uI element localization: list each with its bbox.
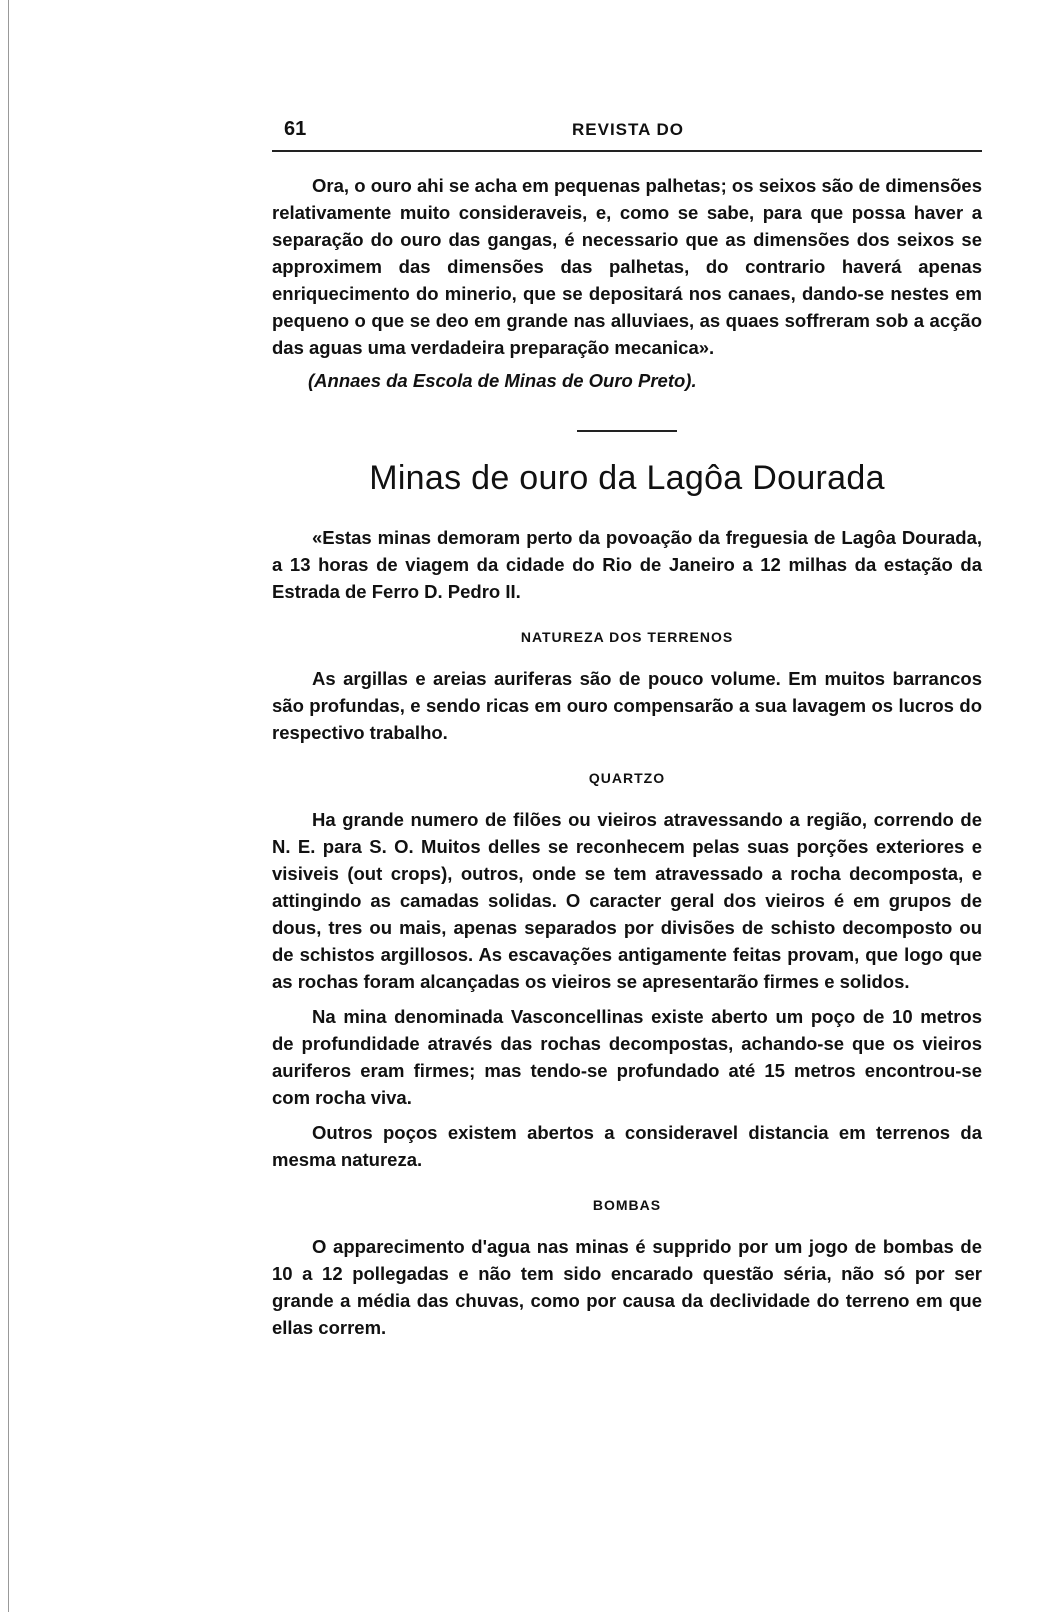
page-edge-line [8,0,9,1612]
section-natureza-dos-terrenos [272,627,982,746]
section-paragraph: O apparecimento d'agua nas minas é supprido por um jogo de bombas de 10 a 12 pollegadas e não tem sido encarado questão séria, não só por ser grande a média das chuvas, como por causa da declividade do terreno em que ellas correm. [272,1236,982,1338]
section-heading: NATUREZA DOS TERRENOS [520,629,734,645]
section-heading: QUARTZO [588,770,666,786]
section-quartzo [272,768,982,1173]
section-paragraph: As argillas e areias auriferas são de pouco volume. Em muitos barrancos são profundas, e sendo ricas em ouro compensarão a sua lavagem os lucros do respectivo trabalho. [272,668,982,743]
section-paragraph: Na mina denominada Vasconcellinas existe aberto um poço de 10 metros de profundidade através das rochas decompostas, achando-se que os vieiros auriferos eram firmes; mas tendo-se profundado até 15 metros encontrou-se com rocha viva. [272,1006,982,1108]
section-bombas [272,1195,982,1341]
header-rule [272,150,982,152]
section-paragraph: Outros poços existem abertos a consideravel distancia em terrenos da mesma natureza. [272,1122,982,1170]
page-header [272,112,982,152]
previous-article-closing-paragraph: Ora, o ouro ahi se acha em pequenas palhetas; os seixos são de dimensões relativamente muito consideraveis, e, como se sabe, para que possa haver a separação do ouro das gangas, é necessario que as dimensões dos seixos se approximem das dimensões das palhetas, do contrario haverá apenas enriquecimento do minerio, que se depositará nos canaes, dando-se nestes em pequeno o que se deo em grande nas alluviaes, as quaes soffreram sob a acção das aguas uma verdadeira preparação mecanica». [272,175,982,358]
article-title: Minas de ouro da Lagôa Dourada [369,459,885,497]
article-intro-paragraph: «Estas minas demoram perto da povoação da freguesia de Lagôa Dourada, a 13 horas de viagem da cidade do Rio de Janeiro a 12 milhas da estação da Estrada de Ferro D. Pedro II. [272,527,982,602]
previous-article-citation: (Annaes da Escola de Minas de Ouro Preto). [308,370,697,391]
article-divider [577,430,677,432]
page-number: 61 [284,118,307,140]
section-heading: BOMBAS [592,1197,662,1213]
page-body [272,172,982,1341]
section-paragraph: Ha grande numero de filões ou vieiros atravessando a região, correndo de N. E. para S. O. Muitos delles se reconhecem pelas suas porções exteriores e visiveis (out crops), outros, onde se tem atravessado a rocha decomposta, e attingindo as camadas solidas. O caracter geral dos vieiros é em grupos de dous, tres ou mais, apenas separados por divisões de schisto decomposto ou de schistos argillosos. As escavações antigamente feitas provam, que logo que as rochas foram alcançadas os vieiros se apresentarão firmes e solidos. [272,809,982,992]
running-head: REVISTA DO [572,120,685,139]
